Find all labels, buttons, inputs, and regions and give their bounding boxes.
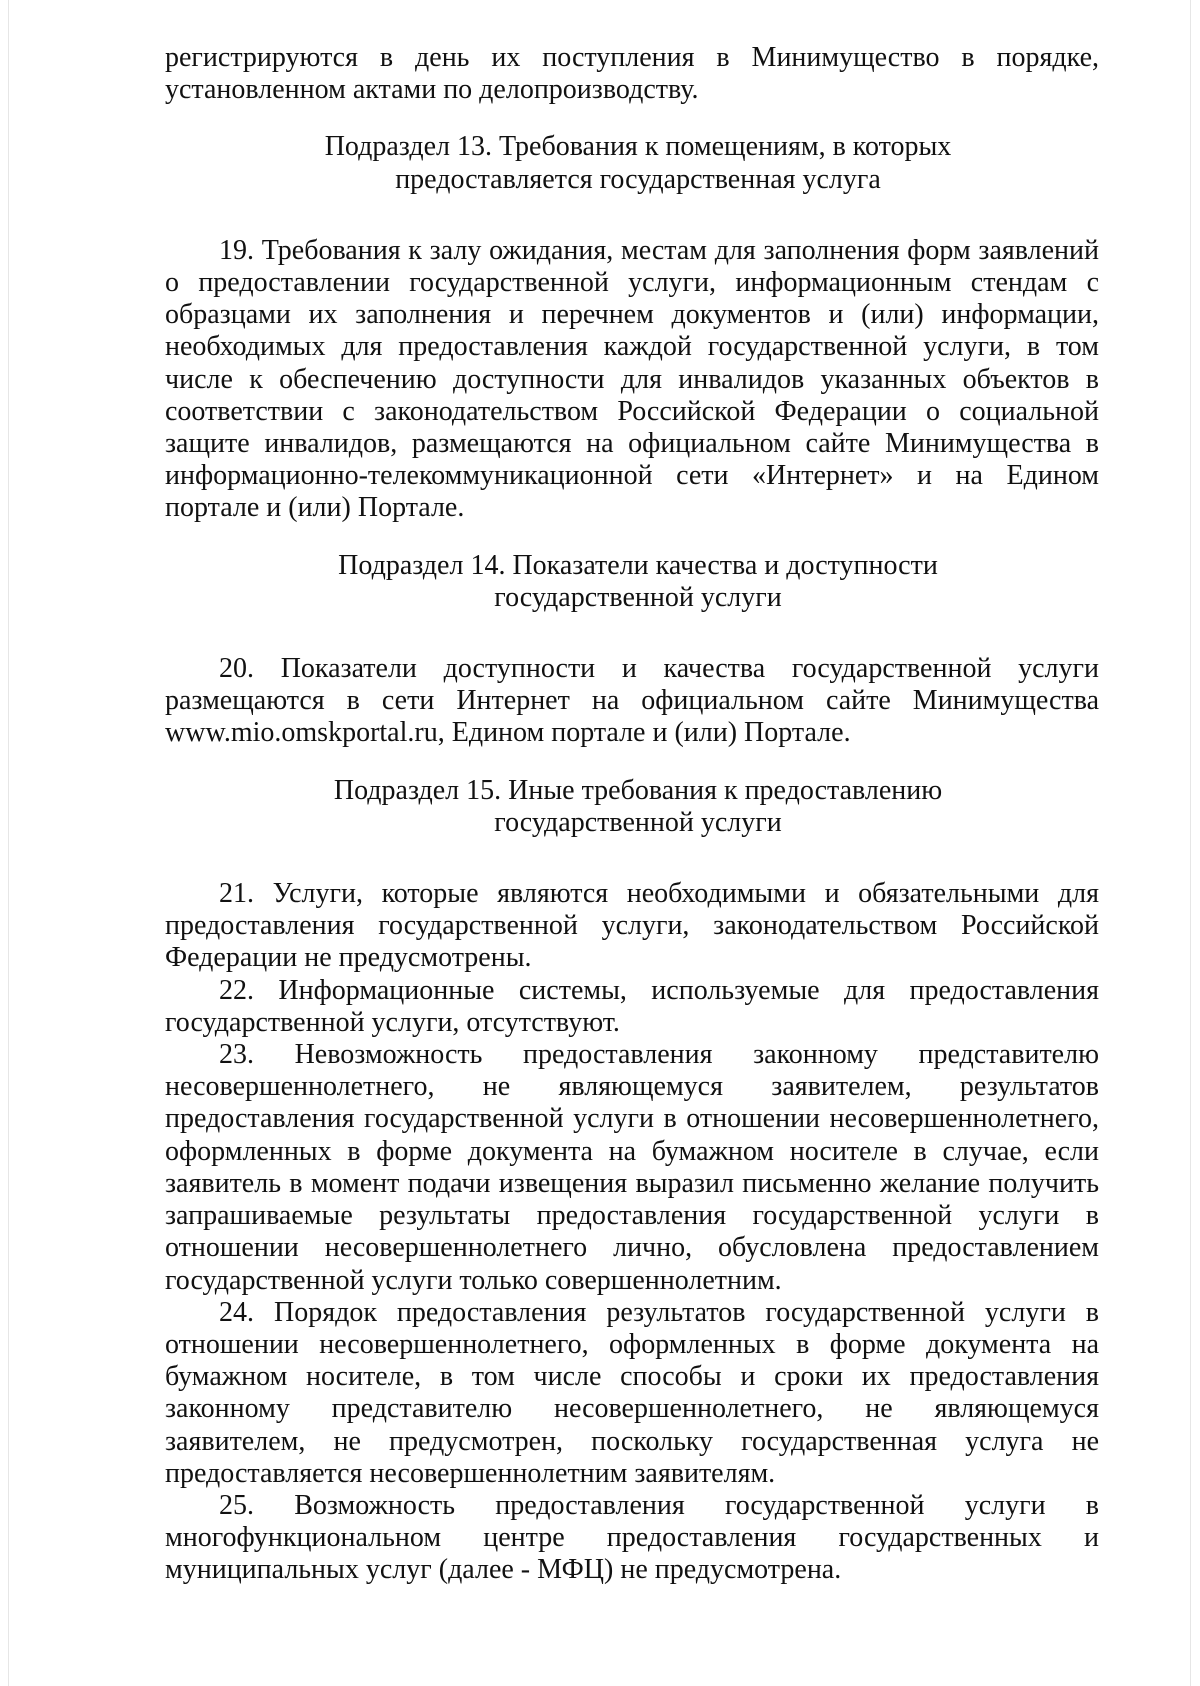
paragraph-20: 20. Показатели доступности и качества государственной услуги размещаются в сети Интернет на официальном сайте Минимущества www.mio.omskportal.ru, Едином портале и (или) Портале. xyxy=(165,653,1099,749)
section-15-heading-line2: государственной услуги xyxy=(494,806,782,838)
scan-edge-left xyxy=(8,0,9,1686)
paragraph-23: 23. Невозможность предоставления законному представителю несовершеннолетнего, не являющемуся заявителем, результатов предоставления государственной услуги в отношении несовершеннолетнего, оформленных в форме документа на бумажном носителе в случае, если заявитель в момент подачи извещения выразил письменно желание получить запрашиваемые результаты предоставления государственной услуги в отношении несовершеннолетнего лично, обусловлена предоставлением государственной услуги только совершеннолетним. xyxy=(165,1039,1099,1296)
section-14 xyxy=(165,550,1099,614)
section-14-heading-line1: Подраздел 14. Показатели качества и доступности xyxy=(338,549,938,581)
intro-paragraph: регистрируются в день их поступления в Минимущество в порядке, установленном актами по делопроизводству. xyxy=(165,42,1099,106)
section-15 xyxy=(165,775,1099,839)
section-15-heading-line1: Подраздел 15. Иные требования к предоставлению xyxy=(333,774,943,806)
section-14-heading-line2: государственной услуги xyxy=(494,581,782,613)
section-13-heading-line2: предоставляется государственная услуга xyxy=(395,163,881,195)
paragraph-21: 21. Услуги, которые являются необходимыми и обязательными для предоставления государственной услуги, законодательством Российской Федерации не предусмотрены. xyxy=(165,878,1099,974)
scan-edge-right xyxy=(1190,0,1191,1686)
document-page xyxy=(165,42,1099,1587)
section-13-heading-line1: Подраздел 13. Требования к помещениям, в которых xyxy=(324,131,952,163)
paragraph-25: 25. Возможность предоставления государственной услуги в многофункциональном центре предоставления государственных и муниципальных услуг (далее - МФЦ) не предусмотрена. xyxy=(165,1489,1099,1586)
paragraph-19: 19. Требования к залу ожидания, местам для заполнения форм заявлений о предоставлении государственной услуги, информационным стендам с образцами их заполнения и перечнем документов и (или) информации, необходимых для предоставления каждой государственной услуги, в том числе к обеспечению доступности для инвалидов указанных объектов в соответствии с законодательством Российской Федерации о социальной защите инвалидов, размещаются на официальном сайте Минимущества в информационно-телекоммуникационной сети «Интернет» и на Едином портале и (или) Портале. xyxy=(165,234,1099,524)
paragraph-24: 24. Порядок предоставления результатов государственной услуги в отношении несовершеннолетнего, оформленных в форме документа на бумажном носителе, в том числе способы и сроки их предоставления законному представителю несовершеннолетнего, не являющемуся заявителем, не предусмотрен, поскольку государственная услуга не предоставляется несовершеннолетним заявителям. xyxy=(165,1296,1099,1489)
section-13 xyxy=(165,131,1099,195)
paragraph-22: 22. Информационные системы, используемые для предоставления государственной услуги, отсутствуют. xyxy=(165,974,1099,1038)
